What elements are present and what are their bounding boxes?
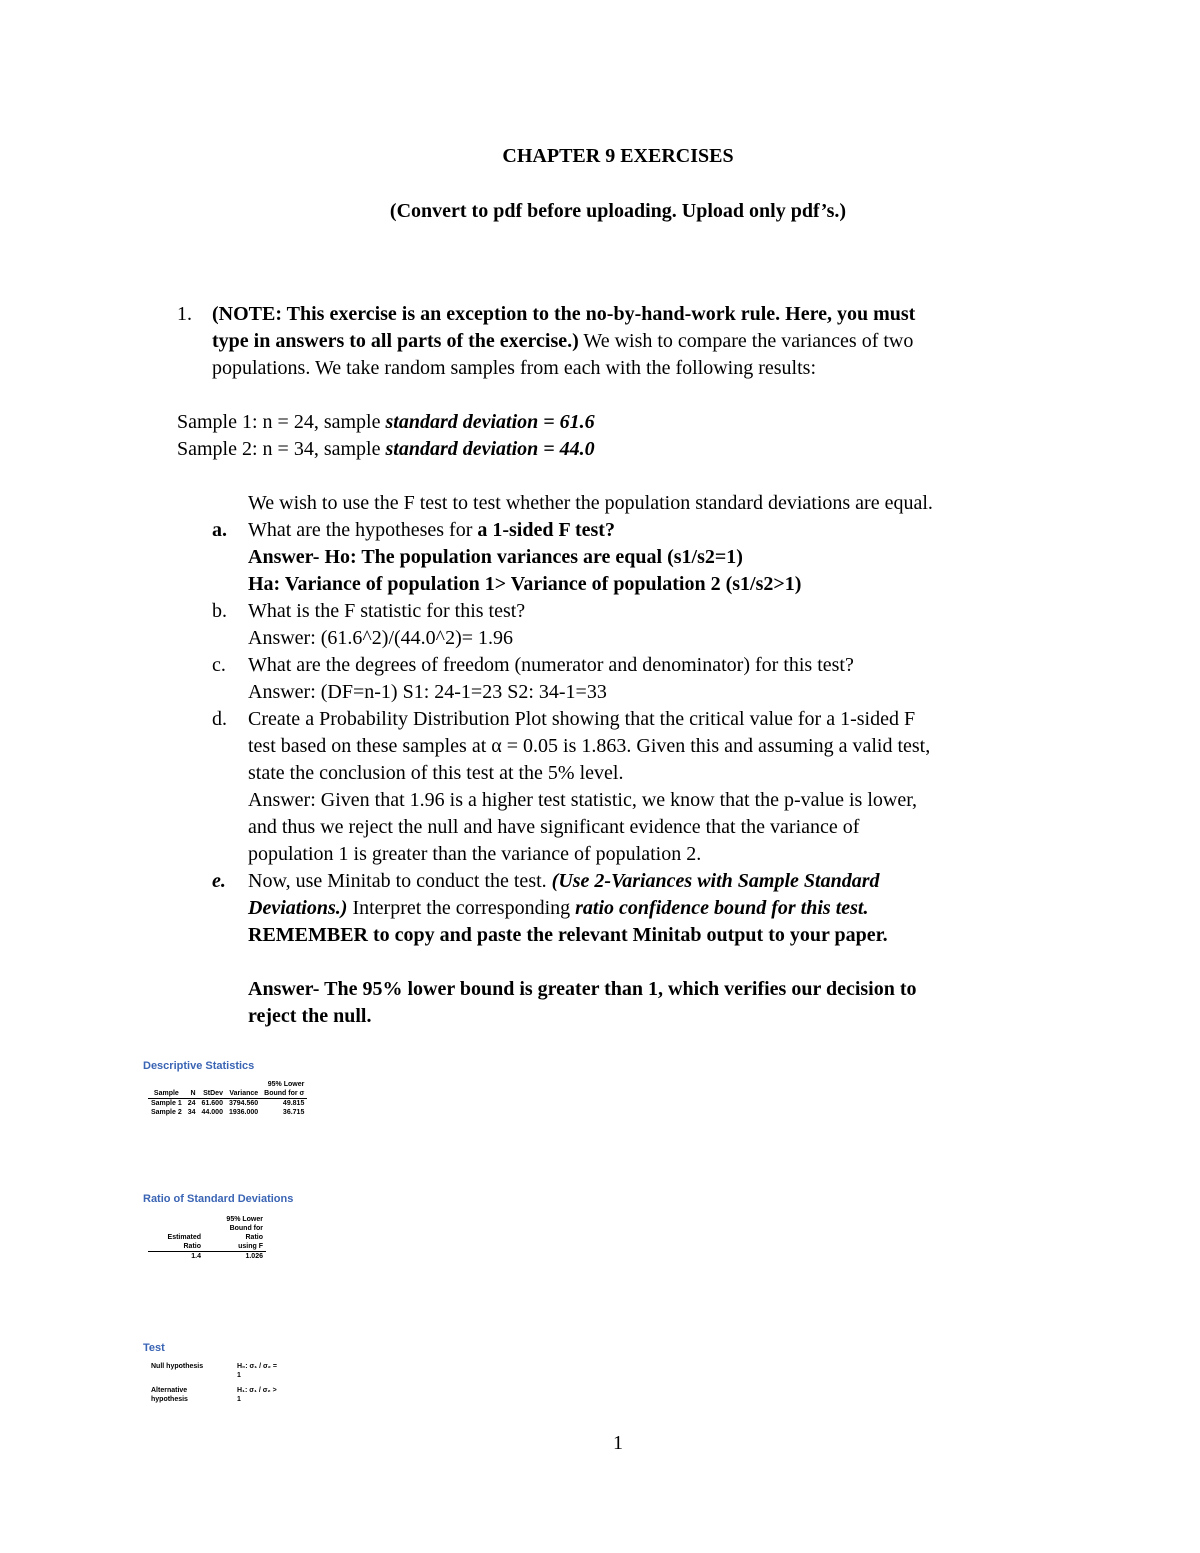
page-title: CHAPTER 9 EXERCISES <box>502 145 734 167</box>
part-d-line3: state the conclusion of this test at the 5% level. <box>248 762 624 784</box>
alt-hypothesis-value: H₁: σ₁ / σ₂ > <box>237 1387 277 1394</box>
part-b-letter: b. <box>212 600 227 622</box>
table-cell: 36.715 <box>282 1109 305 1116</box>
exercise-note-line3: populations. We take random samples from each with the following results: <box>212 357 817 379</box>
desc-header-bound: Bound for σ <box>261 1089 307 1099</box>
part-c-letter: c. <box>212 654 226 676</box>
part-d-line1: Create a Probability Distribution Plot showing that the critical value for a 1-sided F <box>248 708 916 730</box>
exercise-note-line1: (NOTE: This exercise is an exception to the no-by-hand-work rule. Here, you must <box>212 303 916 325</box>
part-d-line2: test based on these samples at α = 0.05 is 1.863. Given this and assuming a valid test, <box>248 735 931 757</box>
part-e-l1-plain: Now, use Minitab to conduct the test. <box>248 870 552 892</box>
sample-1-sd: standard deviation = 61.6 <box>385 411 595 433</box>
table-cell <box>148 1224 204 1233</box>
part-a-letter: a. <box>212 519 227 541</box>
exercise-note-line2 <box>212 330 913 353</box>
desc-header-sample: Sample <box>148 1089 185 1099</box>
desc-header-stdev: StDev <box>199 1089 226 1099</box>
part-d-answer-line2: and thus we reject the null and have significant evidence that the variance of <box>248 816 860 838</box>
table-cell: Ratio <box>148 1242 204 1252</box>
exercise-note-plain: We wish to compare the variances of two <box>578 330 914 352</box>
null-hypothesis-label: Null hypothesis <box>151 1363 204 1370</box>
ratio-table <box>148 1215 266 1261</box>
alt-hypothesis-value2: 1 <box>237 1396 241 1403</box>
table-cell: 61.600 <box>201 1100 223 1107</box>
ratio-title: Ratio of Standard Deviations <box>143 1193 294 1205</box>
exercise-note-bold: type in answers to all parts of the exercise.) <box>212 330 579 352</box>
part-e-answer-2: reject the null. <box>248 1005 372 1027</box>
page-subtitle: (Convert to pdf before uploading. Upload only pdf’s.) <box>389 200 847 222</box>
sample-1 <box>177 411 595 434</box>
null-hypothesis-value2: 1 <box>237 1372 241 1379</box>
table-cell: Estimated <box>167 1234 201 1241</box>
test-title: Test <box>143 1342 165 1354</box>
page-number: 1 <box>613 1432 623 1454</box>
table-cell: 24 <box>187 1100 196 1107</box>
table-cell: 1.4 <box>191 1253 201 1260</box>
part-b-question: What is the F statistic for this test? <box>248 600 526 622</box>
part-e-line1 <box>248 870 879 893</box>
table-row <box>148 1099 307 1109</box>
part-e-line3: REMEMBER to copy and paste the relevant Minitab output to your paper. <box>248 924 888 946</box>
lead-sentence: We wish to use the F test to test whether the population standard deviations are equal. <box>248 492 933 514</box>
null-hypothesis-value: H₀: σ₁ / σ₂ = <box>237 1363 277 1370</box>
table-cell: Ratio <box>245 1234 263 1241</box>
table-cell: 44.000 <box>201 1109 223 1116</box>
descriptive-statistics-title: Descriptive Statistics <box>143 1060 255 1072</box>
test-table <box>148 1362 280 1404</box>
desc-header-n: N <box>185 1089 199 1099</box>
part-e-l1-bi: (Use 2-Variances with Sample Standard <box>551 870 880 892</box>
table-cell: 1.026 <box>245 1253 263 1260</box>
table-cell <box>148 1215 204 1224</box>
part-a-q-plain: What are the hypotheses for <box>248 519 478 541</box>
part-a-question <box>248 519 615 542</box>
sample-2-label: Sample 2: n = 34, sample <box>177 438 386 460</box>
table-row <box>148 1252 266 1262</box>
part-e-line2 <box>248 897 869 920</box>
part-e-l2-bi: Deviations.) <box>248 897 348 919</box>
table-cell: 3794.560 <box>228 1100 259 1107</box>
table-cell: 34 <box>187 1109 196 1116</box>
part-b-answer: Answer: (61.6^2)/(44.0^2)= 1.96 <box>248 627 514 649</box>
part-e-l2-plain: Interpret the corresponding <box>347 897 576 919</box>
sample-2 <box>177 438 595 461</box>
exercise-number: 1. <box>177 303 192 325</box>
table-cell: using F <box>204 1242 266 1252</box>
table-cell: 95% Lower <box>226 1216 263 1223</box>
descriptive-statistics-table <box>148 1080 307 1117</box>
part-d-answer-line3: population 1 is greater than the variance of population 2. <box>248 843 702 865</box>
table-cell: Sample 2 <box>151 1109 182 1116</box>
table-cell: Sample 1 <box>151 1100 182 1107</box>
part-a-q-bold: a 1-sided F test? <box>477 519 615 541</box>
alt-hypothesis-label1: Alternative <box>151 1387 188 1394</box>
part-c-question: What are the degrees of freedom (numerator and denominator) for this test? <box>248 654 854 676</box>
desc-header-lower: 95% Lower <box>267 1081 305 1088</box>
desc-header-variance: Variance <box>226 1089 261 1099</box>
table-row <box>148 1108 307 1117</box>
part-e-answer-1: Answer- The 95% lower bound is greater than 1, which verifies our decision to <box>248 978 917 1000</box>
sample-2-sd: standard deviation = 44.0 <box>385 438 595 460</box>
table-cell: 49.815 <box>282 1100 305 1107</box>
part-a-answer-2: Ha: Variance of population 1> Variance of population 2 (s1/s2>1) <box>248 573 802 595</box>
part-c-answer: Answer: (DF=n-1) S1: 24-1=23 S2: 34-1=33 <box>248 681 607 703</box>
part-a-answer-1: Answer- Ho: The population variances are equal (s1/s2=1) <box>248 546 743 568</box>
alt-hypothesis-label2: hypothesis <box>151 1396 188 1403</box>
part-d-answer-line1: Answer: Given that 1.96 is a higher test statistic, we know that the p-value is lower, <box>248 789 918 811</box>
sample-1-label: Sample 1: n = 24, sample <box>177 411 386 433</box>
table-cell: 1936.000 <box>228 1109 259 1116</box>
part-d-letter: d. <box>212 708 227 730</box>
part-e-letter: e. <box>212 870 226 892</box>
part-e-l2-bi2: ratio confidence bound for this test. <box>575 897 869 919</box>
table-cell: Bound for <box>229 1225 263 1232</box>
